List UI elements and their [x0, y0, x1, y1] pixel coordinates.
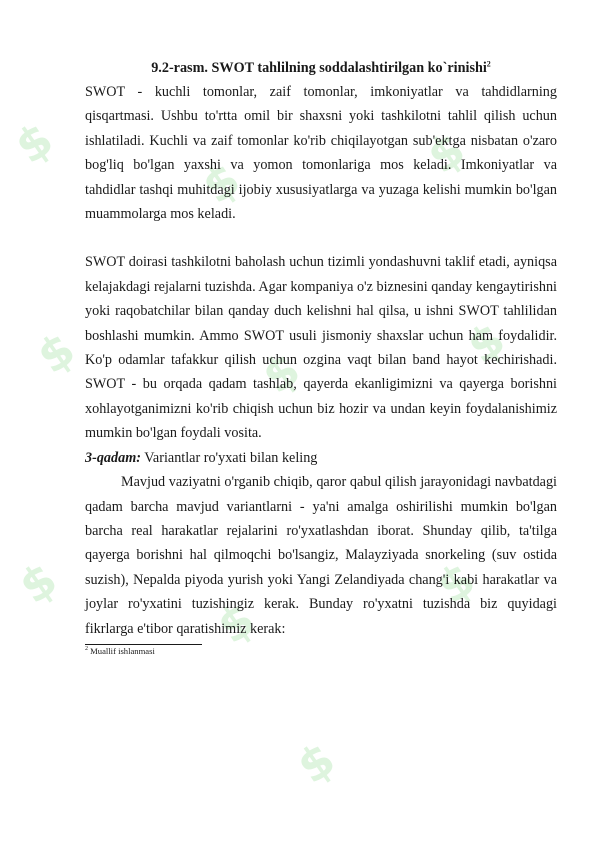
- figure-caption: [85, 58, 557, 78]
- watermark-mark: $: [207, 591, 265, 655]
- document-page: [85, 58, 557, 657]
- figure-caption-text: 9.2-rasm. SWOT tahlilning soddalashtirilgan ko`rinishi: [151, 60, 487, 76]
- footnote-divider: [85, 644, 202, 645]
- footnote: [85, 646, 557, 657]
- step-label: 3-qadam:: [85, 449, 141, 466]
- paragraph-swot-definition: SWOT - kuchli tomonlar, zaif tomonlar, imkoniyatlar va tahdidlarning qisqartmasi. Ushbu to'rtta omil bir shaxsni yoki tashkilotni tahlil qilish uchun ishlatiladi. Kuchli va zaif tomonlar ko'rib chiqilayotgan sub'ektga nisbatan o'zaro bog'liq bo'lgan yaxshi va yomon tomonlariga mos keladi. Imkoniyatlar va tahdidlar tashqi muhitdagi ijobiy xususiyatlarga va yuzaga kelishi mumkin bo'lgan muammolarga mos keladi.: [85, 84, 557, 223]
- watermark-mark: $: [27, 321, 85, 385]
- watermark-mark: $: [457, 311, 515, 375]
- step-title: Variantlar ro'yxati bilan keling: [140, 449, 318, 466]
- watermark-mark: $: [417, 121, 475, 185]
- watermark-mark: $: [5, 111, 63, 175]
- footnote-reference: 2: [486, 59, 491, 69]
- watermark-mark: $: [287, 731, 345, 795]
- paragraph-swot-framework: SWOT doirasi tashkilotni baholash uchun tizimli yondashuvni taklif etadi, ayniqsa kelajakdagi rejalarni tuzishda. Agar kompaniya o'z biznesini qanday kengaytirishni yoki raqobatchilar bilan qanday duch kelishni hal qilsa, u ishni SWOT tahlilidan boshlashi mumkin. Ammo SWOT usuli jismoniy shaxslar uchun ham foydalidir. Ko'p odamlar tafakkur qilish uchun ozgina vaqt bilan band hayot kechirishadi. SWOT - bu orqada qadam tashlab, qayerda ekanligimizni va qayerga borishni xohlayotganimizni ko'rib chiqish uchun biz hozir va undan keyin foydalanishimiz mumkin bo'lgan foydali vosita.: [85, 254, 557, 442]
- footnote-number: 2: [85, 646, 88, 653]
- paragraph-step-body: Mavjud vaziyatni o'rganib chiqib, qaror qabul qilish jarayonidagi navbatdagi qadam barcha mavjud variantlarni - ya'ni amalga oshirilishi mumkin bo'lgan barcha real harakatlar rejalarini ro'yxatlashdan iborat. Shunday qilib, ta'tilga qayerga borishni hal qilmoqchi bo'lsangiz, Malayziyada snorkeling (suv ostida suzish), Nepalda piyoda yurish yoki Yangi Zelandiyada chang'i kabi harakatlar va joylar ro'yxatini tuzishingiz kerak. Bunday ro'yxatni tuzishda biz quyidagi fikrlarga e'tibor qaratishimiz kerak:: [85, 474, 557, 637]
- watermark-mark: $: [427, 551, 485, 615]
- watermark-mark: $: [9, 551, 67, 615]
- watermark-mark: $: [192, 151, 250, 215]
- footnote-text: Muallif ishlanmasi: [88, 645, 155, 656]
- paragraph-gap: [85, 226, 557, 250]
- watermark-mark: $: [252, 341, 310, 405]
- step-heading: [85, 446, 557, 470]
